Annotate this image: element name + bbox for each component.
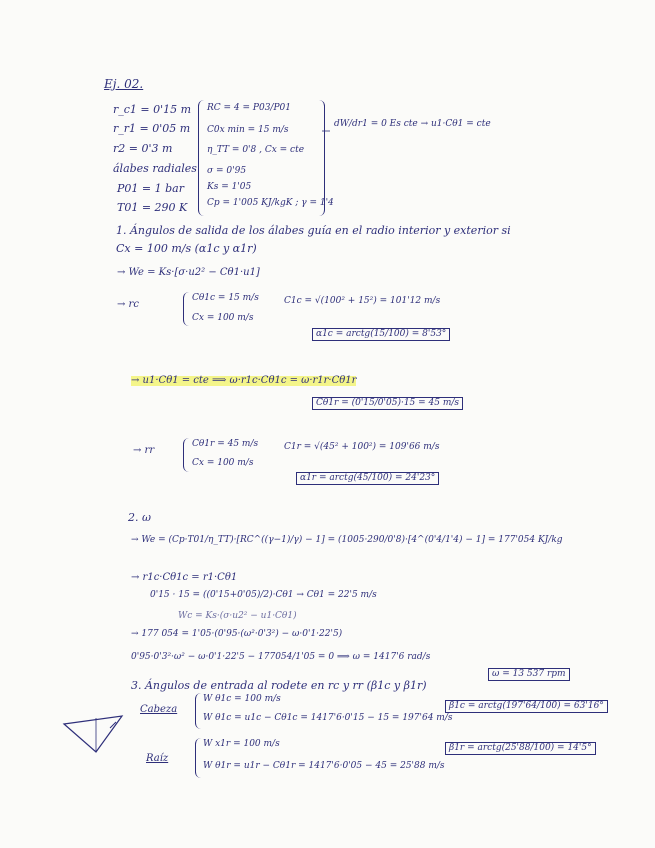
given-left-5: T01 = 290 K (117, 201, 188, 214)
section2-work-eq: → We = (Cp·T01/η_TT)·[RC^((γ−1)/γ) − 1] = (1005·290/0'8)·[4^(0'4/1'4) − 1] = 177'054 KJ/kg (131, 535, 563, 545)
rr-val-0: Cθ1r = 45 m/s (192, 439, 259, 449)
given-right-4: Ks = 1'05 (207, 182, 252, 192)
beta1c-result: β1c = arctg(197'64/100) = 63'16° (445, 700, 608, 713)
section2-line4: 0'95·0'3²·ω² − ω·0'1·22'5 − 177054/1'05 = 0 ⟹ ω = 1417'6 rad/s (131, 652, 431, 662)
given-right-5: Cp = 1'005 KJ/kgK ; γ = 1'4 (207, 198, 334, 208)
given-left-1: r_r1 = 0'05 m (113, 122, 191, 135)
raiz-label: Raíz (146, 753, 169, 764)
section3-heading: 3. Ángulos de entrada al rodete en rc y rr (β1c y β1r) (131, 679, 427, 692)
cabeza-line-1: W θ1c = u1c − Cθ1c = 1417'6·0'15 − 15 = 197'64 m/s (203, 713, 453, 723)
section2-line2b: Wc = Ks·(σ·u2² − u1·Cθ1) (178, 611, 297, 621)
given-right-3: σ = 0'95 (207, 166, 247, 176)
givens-result: dW/dr1 = 0 Es cte → u1·Cθ1 = cte (334, 119, 491, 129)
section1-work-eq: → We = Ks·[σ·u2² − Cθ1·u1] (117, 267, 260, 278)
raiz-line-0: W x1r = 100 m/s (203, 739, 280, 749)
given-left-0: r_c1 = 0'15 m (113, 103, 192, 116)
given-left-3: álabes radiales (113, 162, 197, 175)
c1r-result: C1r = √(45² + 100²) = 109'66 m/s (284, 442, 440, 452)
page-title: Ej. 02. (104, 77, 144, 91)
cabeza-line-0: W θ1c = 100 m/s (203, 694, 281, 704)
ctheta1r-result: Cθ1r = (0'15/0'05)·15 = 45 m/s (312, 397, 463, 410)
rr-label: → rr (133, 445, 155, 456)
rc-val-1: Cx = 100 m/s (192, 313, 254, 323)
raiz-line-1: W θ1r = u1r − Cθ1r = 1417'6·0'05 − 45 = 25'88 m/s (203, 761, 445, 771)
section2-line3: → 177 054 = 1'05·(0'95·(ω²·0'3²) − ω·0'1·22'5) (131, 629, 343, 639)
omega-rpm-result: ω = 13 537 rpm (488, 668, 570, 681)
section2-line1: → r1c·Cθ1c = r1·Cθ1 (131, 572, 238, 583)
cabeza-label: Cabeza (140, 704, 178, 715)
given-right-2: η_TT = 0'8 , Cx = cte (207, 145, 305, 155)
alpha1c-result: α1c = arctg(15/100) = 8'53° (312, 328, 450, 341)
alpha1r-result: α1r = arctg(45/100) = 24'23° (296, 472, 439, 485)
given-left-2: r2 = 0'3 m (113, 142, 173, 155)
given-right-1: C0x min = 15 m/s (207, 125, 289, 135)
constant-relation: → u1·Cθ1 = cte ⟹ ω·r1c·Cθ1c = ω·r1r·Cθ1r (131, 375, 357, 386)
rr-val-1: Cx = 100 m/s (192, 458, 254, 468)
given-right-0: RC = 4 = P03/P01 (207, 103, 291, 113)
section1-heading: 1. Ángulos de salida de los álabes guía en el radio interior y exterior si Cx = 100 m/s (α1c y α1r) (116, 224, 511, 255)
beta1r-result: β1r = arctg(25'88/100) = 14'5° (445, 742, 596, 755)
given-left-4: P01 = 1 bar (117, 182, 184, 195)
rc-val-0: Cθ1c = 15 m/s (192, 293, 259, 303)
c1c-result: C1c = √(100² + 15²) = 101'12 m/s (284, 296, 441, 306)
rc-label: → rc (117, 299, 139, 310)
section2-line2: 0'15 · 15 = ((0'15+0'05)/2)·Cθ1 → Cθ1 = 22'5 m/s (150, 590, 377, 600)
section2-heading: 2. ω (128, 511, 151, 524)
